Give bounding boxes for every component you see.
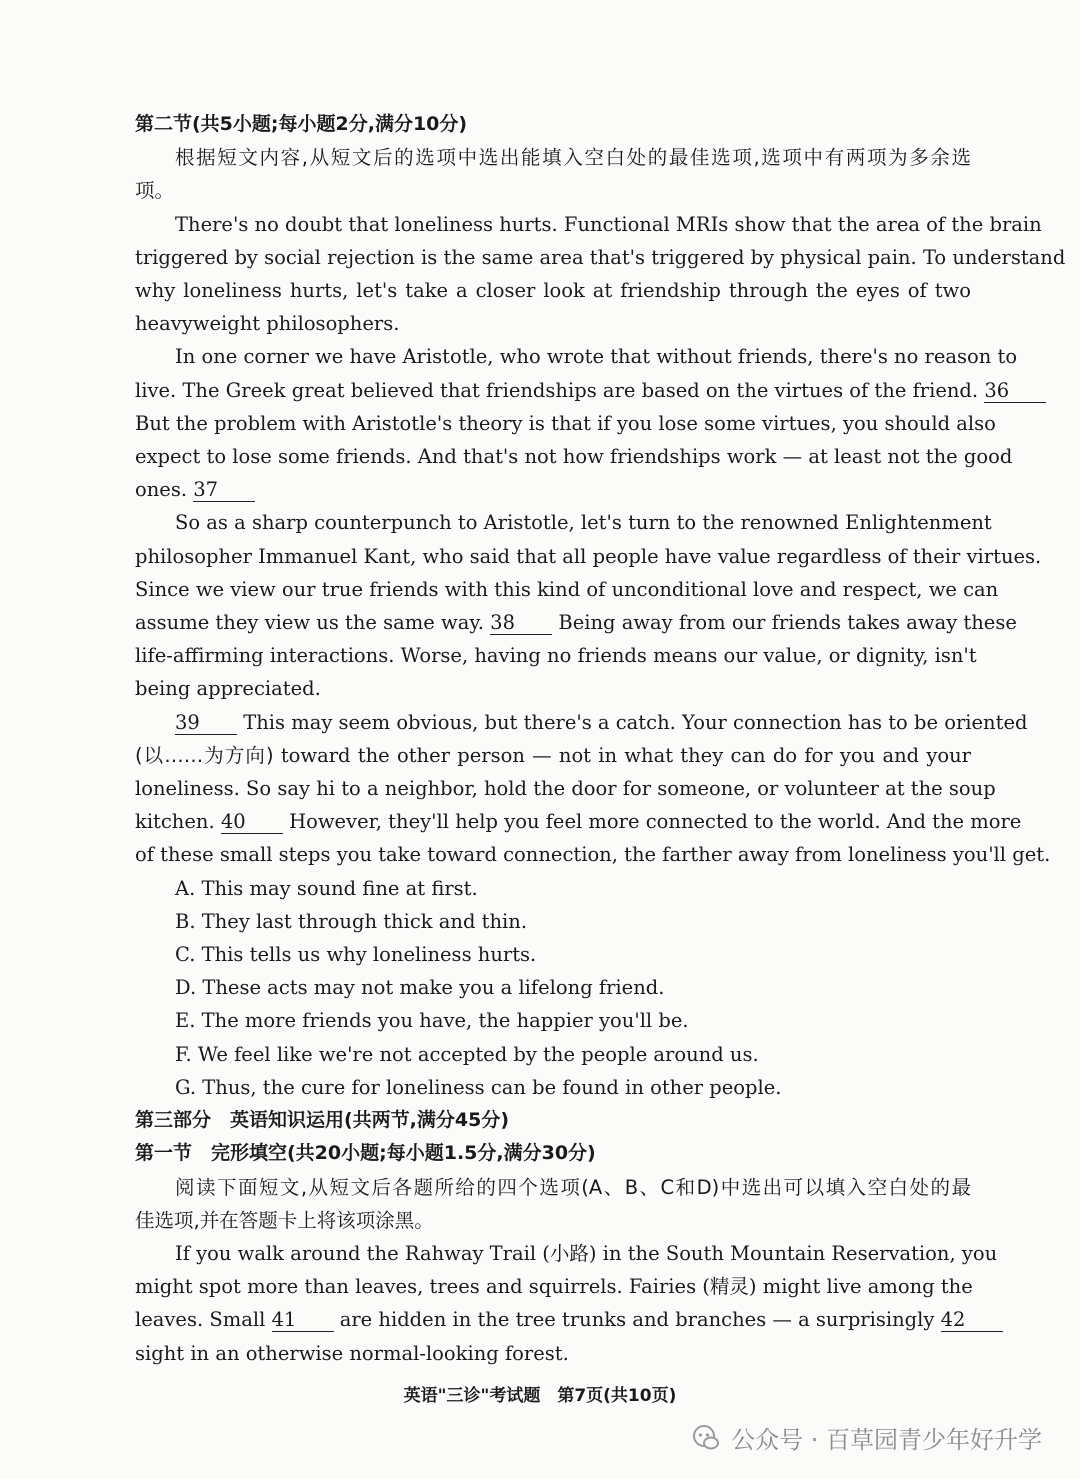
passage-line: There's no doubt that loneliness hurts. Functional MRIs show that the area of the brain (175, 212, 1042, 236)
passage-line: life-affirming interactions. Worse, having no friends means our value, or dignity, isn't (135, 644, 977, 668)
passage-line: being appreciated. (135, 677, 321, 701)
passage-line: philosopher Immanuel Kant, who said that all people have value regardless of their virtues. (135, 544, 1042, 568)
exam-page (135, 108, 1066, 1370)
section2-instruction-end: 项。 (135, 179, 175, 203)
passage-line: (以……为方向) toward the other person — not in what they can do for you and your (135, 743, 971, 767)
passage-line: triggered by social rejection is the same area that's triggered by physical pain. To understand (135, 245, 1066, 269)
blank-41: 41 (272, 1309, 334, 1332)
passage-line: 39 This may seem obvious, but there's a catch. Your connection has to be oriented (175, 710, 1028, 734)
option-b: B. They last through thick and thin. (175, 909, 528, 933)
cloze-line: leaves. Small 41 are hidden in the tree trunks and branches — a surprisingly 42 (135, 1303, 971, 1336)
option-e: E. The more friends you have, the happier you'll be. (175, 1009, 689, 1033)
blank-39: 39 (175, 712, 237, 735)
option-d: D. These acts may not make you a lifelong friend. (175, 976, 665, 1000)
cloze-line: sight in an otherwise normal-looking forest. (135, 1341, 569, 1365)
option-c: C. This tells us why loneliness hurts. (175, 943, 537, 967)
page-footer: 英语"三诊"考试题 第7页(共10页) (403, 1386, 677, 1406)
section2-instruction: 根据短文内容,从短文后的选项中选出能填入空白处的最佳选项,选项中有两项为多余选 (175, 146, 971, 170)
passage-line: assume they view us the same way. 38 Being away from our friends takes away these (135, 611, 1017, 635)
blank-42: 42 (941, 1309, 1003, 1332)
part3-heading: 第三部分 英语知识运用(共两节,满分45分) (135, 1109, 510, 1132)
blank-37: 37 (193, 479, 255, 502)
wechat-icon (691, 1423, 721, 1453)
cloze-instruction-end: 佳选项,并在答题卡上将该项涂黑。 (135, 1208, 434, 1232)
passage-line: In one corner we have Aristotle, who wrote that without friends, there's no reason to (175, 345, 1018, 369)
passage-line: heavyweight philosophers. (135, 312, 400, 336)
cloze-line: might spot more than leaves, trees and squirrels. Fairies (精灵) might live among the (135, 1275, 973, 1299)
cloze-instruction: 阅读下面短文,从短文后各题所给的四个选项(A、B、C和D)中选出可以填入空白处的最 (175, 1175, 971, 1199)
passage-line: So as a sharp counterpunch to Aristotle, let's turn to the renowned Enlightenment (175, 511, 992, 535)
blank-40: 40 (221, 811, 283, 834)
cloze-line: If you walk around the Rahway Trail (小路) in the South Mountain Reservation, you (175, 1241, 998, 1265)
watermark-text: 公众号 · 百草园青少年好升学 (731, 1426, 1042, 1454)
passage-line: of these small steps you take toward connection, the farther away from loneliness you'll get. (135, 843, 1051, 867)
passage-line: expect to lose some friends. And that's not how friendships work — at least not the good (135, 445, 1013, 469)
passage-line: kitchen. 40 However, they'll help you feel more connected to the world. And the more (135, 810, 1022, 834)
passage-line: loneliness. So say hi to a neighbor, hold the door for someone, or volunteer at the soup (135, 777, 996, 801)
passage-line: But the problem with Aristotle's theory is that if you lose some virtues, you should also (135, 411, 996, 435)
passage-line: Since we view our true friends with this kind of unconditional love and respect, we can (135, 577, 999, 601)
blank-36: 36 (984, 380, 1046, 403)
option-a: A. This may sound fine at first. (175, 876, 478, 900)
option-g: G. Thus, the cure for loneliness can be found in other people. (175, 1075, 782, 1099)
passage-line: live. The Greek great believed that friendships are based on the virtues of the friend. 36 (135, 374, 971, 407)
section2-heading: 第二节(共5小题;每小题2分,满分10分) (135, 113, 468, 135)
watermark (691, 1420, 1042, 1455)
cloze-section-heading: 第一节 完形填空(共20小题;每小题1.5分,满分30分) (135, 1142, 596, 1165)
blank-38: 38 (490, 612, 552, 635)
passage-line: ones. 37 (135, 473, 971, 506)
passage-line: why loneliness hurts, let's take a closer look at friendship through the eyes of two (135, 279, 971, 303)
option-f: F. We feel like we're not accepted by the people around us. (175, 1042, 759, 1066)
